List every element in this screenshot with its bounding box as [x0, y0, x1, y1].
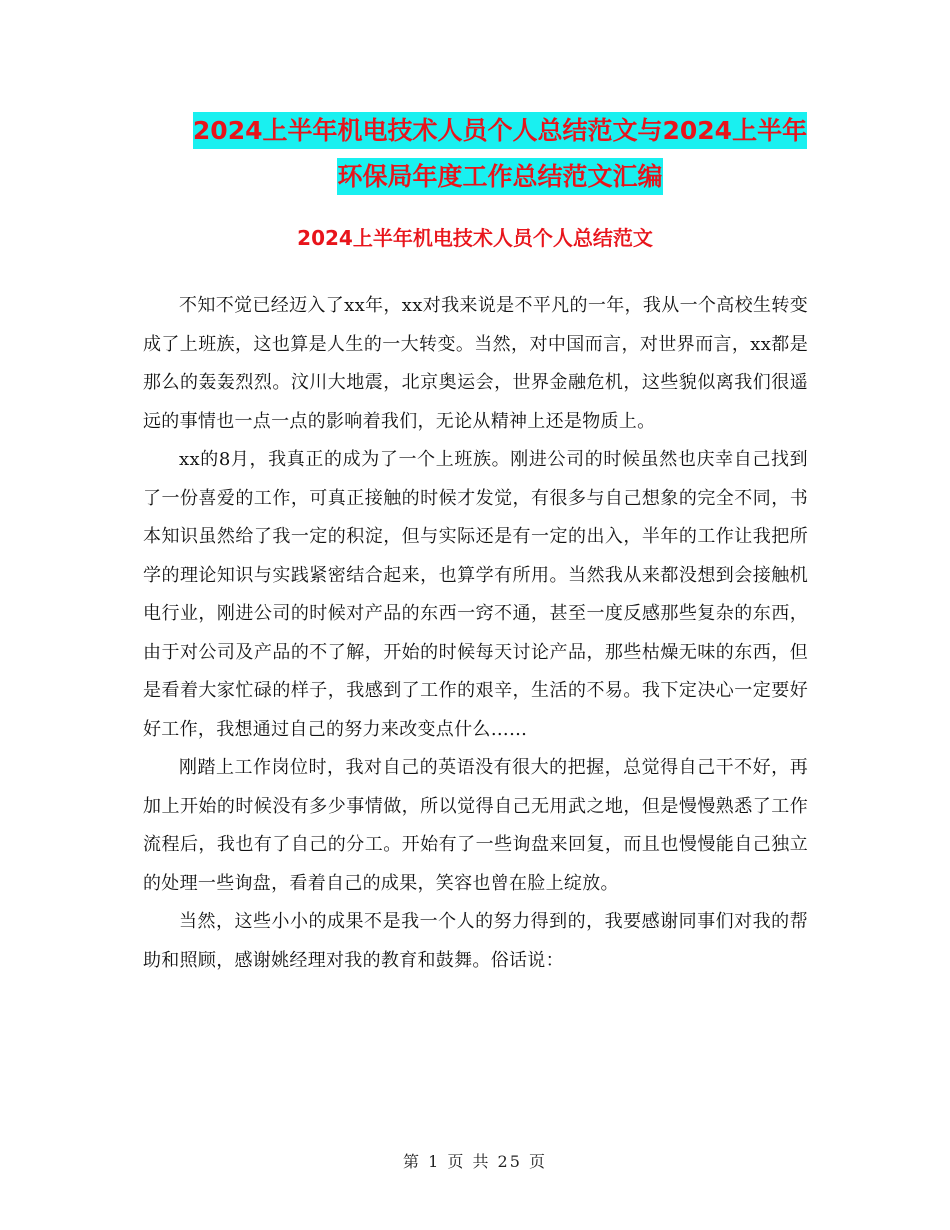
- paragraph-1: 不知不觉已经迈入了xx年，xx对我来说是不平凡的一年，我从一个高校生转变成了上班族，这也算是人生的一大转变。当然，对中国而言，对世界而言，xx都是那么的轰轰烈烈。汶川大地震，北京奥运会，世界金融危机，这些貌似离我们很遥远的事情也一点一点的影响着我们，无论从精神上还是物质上。: [143, 295, 808, 432]
- section-title: 2024上半年机电技术人员个人总结范文: [297, 226, 653, 250]
- document-title-line-2: 环保局年度工作总结范文汇编: [337, 158, 662, 195]
- paragraph-2: xx的8月，我真正的成为了一个上班族。刚进公司的时候虽然也庆幸自己找到了一份喜爱的工作，可真正接触的时候才发觉，有很多与自己想象的完全不同，书本知识虽然给了我一定的积淀，但与实际还是有一定的出入，半年的工作让我把所学的理论知识与实践紧密结合起来，也算学有所用。当然我从来都没想到会接触机电行业，刚进公司的时候对产品的东西一窍不通，甚至一度反感那些复杂的东西，由于对公司及产品的不了解，开始的时候每天讨论产品，那些枯燥无味的东西，但是看着大家忙碌的样子，我感到了工作的艰辛，生活的不易。我下定决心一定要好好工作，我想通过自己的努力来改变点什么……: [143, 449, 808, 740]
- paragraph-3: 刚踏上工作岗位时，我对自己的英语没有很大的把握，总觉得自己干不好，再加上开始的时候没有多少事情做，所以觉得自己无用武之地，但是慢慢熟悉了工作流程后，我也有了自己的分工。开始有了一些询盘来回复，而且也慢慢能自己独立的处理一些询盘，看着自己的成果，笑容也曾在脸上绽放。: [143, 757, 808, 894]
- document-title: [130, 108, 870, 200]
- document-title-line-1: 2024上半年机电技术人员个人总结范文与2024上半年: [193, 112, 807, 149]
- page-footer: 第 1 页 共 25 页: [403, 1152, 547, 1171]
- body-text: [143, 287, 808, 980]
- paragraph-4: 当然，这些小小的成果不是我一个人的努力得到的，我要感谢同事们对我的帮助和照顾，感谢姚经理对我的教育和鼓舞。俗话说：: [143, 911, 808, 971]
